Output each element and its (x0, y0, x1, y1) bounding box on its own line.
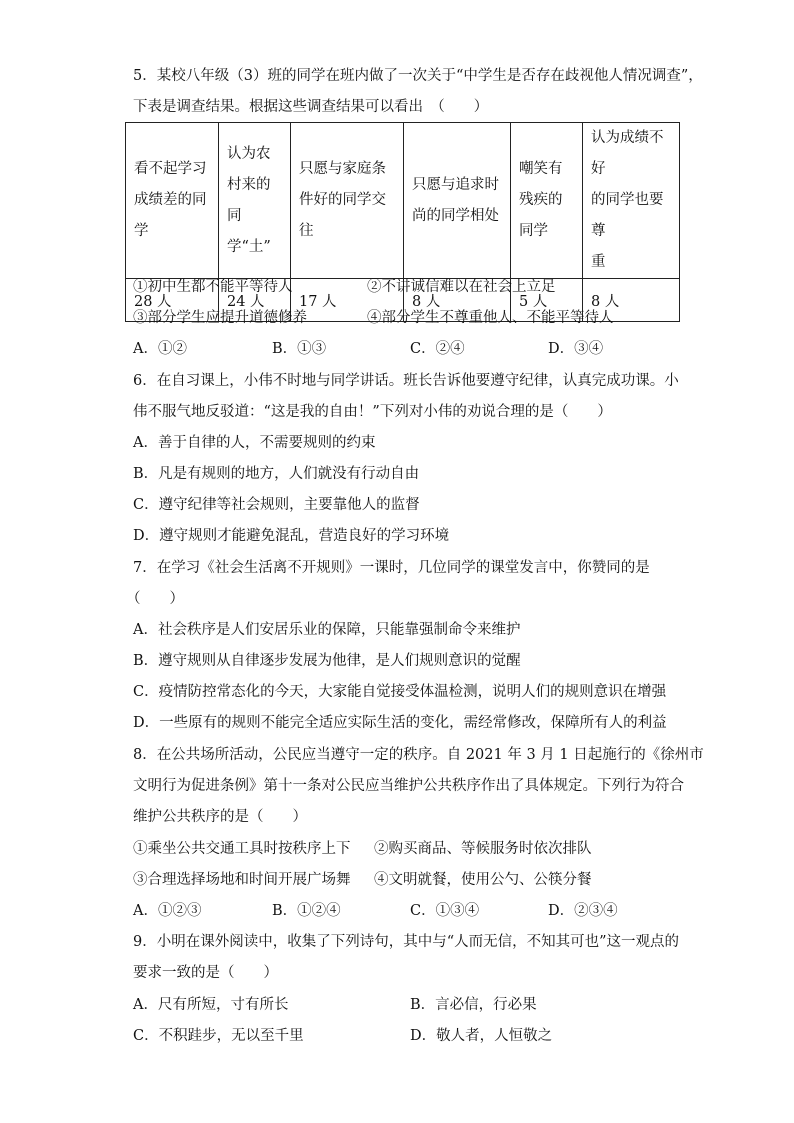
q9-option-c[interactable]: C．不积跬步，无以至千里 (133, 1028, 304, 1044)
q8-statement-4: ④文明就餐，使用公勺、公筷分餐 (374, 872, 592, 888)
q9-stem-line1: 9．小明在课外阅读中，收集了下列诗句，其中与“人而无信，不知其可也”这一观点的 (133, 934, 680, 950)
q5-statement-1: ①初中生都不能平等待人 (133, 279, 293, 295)
table-header-cell: 认为农 村来的 同学“土” (219, 123, 291, 279)
q8-option-a[interactable]: A．①②③ (133, 903, 202, 919)
q7-option-b[interactable]: B．遵守规则从自律逐步发展为他律，是人们规则意识的觉醒 (133, 653, 521, 669)
table-value-cell: 8 人 (583, 279, 680, 322)
q7-stem-line2: （ ） (126, 591, 184, 607)
table-value-cell: 24 人 (219, 279, 291, 322)
q7-option-c[interactable]: C．疫情防控常态化的今天，大家能自觉接受体温检测，说明人们的规则意识在增强 (133, 684, 667, 700)
q9-option-d[interactable]: D．敬人者，人恒敬之 (410, 1028, 553, 1044)
q9-option-a[interactable]: A．尺有所短，寸有所长 (133, 997, 289, 1013)
q5-option-d[interactable]: D．③④ (548, 341, 604, 357)
table-header-cell: 认为成绩不好 的同学也要尊 重 (583, 123, 680, 279)
q6-stem-line2: 伟不服气地反驳道：“这是我的自由！”下列对小伟的劝说合理的是（ ） (133, 404, 612, 420)
q7-option-d[interactable]: D．一些原有的规则不能完全适应实际生活的变化，需经常修改，保障所有人的利益 (133, 715, 667, 731)
q7-stem-line1: 7．在学习《社会生活离不开规则》一课时，几位同学的课堂发言中，你赞同的是 (133, 560, 650, 576)
q9-stem-line2: 要求一致的是（ ） (133, 965, 278, 981)
table-value-cell: 5 人 (511, 279, 583, 322)
q6-option-c[interactable]: C．遵守纪律等社会规则，主要靠他人的监督 (133, 497, 420, 513)
q8-option-b[interactable]: B．①②④ (272, 903, 341, 919)
q5-stem-line2: 下表是调查结果。根据这些调查结果可以看出 （ ） (133, 99, 489, 115)
q5-statement-2: ②不讲诚信难以在社会上立足 (367, 279, 556, 295)
table-header-row (126, 123, 680, 279)
table-header-cell: 看不起学习 成绩差的同 学 (126, 123, 219, 279)
q8-statement-1: ①乘坐公共交通工具时按秩序上下 (133, 841, 351, 857)
table-value-cell: 28 人 (126, 279, 219, 322)
q6-option-b[interactable]: B．凡是有规则的地方，人们就没有行动自由 (133, 466, 420, 482)
q5-option-b[interactable]: B．①③ (272, 341, 327, 357)
q5-option-a[interactable]: A．①② (133, 341, 187, 357)
q6-option-a[interactable]: A．善于自律的人，不需要规则的约束 (133, 435, 376, 451)
q8-stem-line2: 文明行为促进条例》第十一条对公民应当维护公共秩序作出了具体规定。下列行为符合 (133, 778, 684, 794)
table-header-cell: 只愿与家庭条 件好的同学交 往 (291, 123, 404, 279)
q5-statement-4: ④部分学生不尊重他人、不能平等待人 (367, 310, 614, 326)
q5-option-c[interactable]: C．②④ (410, 341, 465, 357)
q8-option-c[interactable]: C．①③④ (410, 903, 480, 919)
q8-stem-line1: 8．在公共场所活动，公民应当遵守一定的秩序。自 2021 年 3 月 1 日起施行的《徐州市 (133, 747, 704, 763)
q6-stem-line1: 6．在自习课上，小伟不时地与同学讲话。班长告诉他要遵守纪律，认真完成功课。小 (133, 373, 679, 389)
q9-option-b[interactable]: B．言必信，行必果 (410, 997, 537, 1013)
table-header-cell: 嘲笑有 残疾的 同学 (511, 123, 583, 279)
q6-option-d[interactable]: D．遵守规则才能避免混乱，营造良好的学习环境 (133, 528, 450, 544)
q5-statement-3: ③部分学生应提升道德修养 (133, 310, 307, 326)
table-value-cell: 17 人 (291, 279, 404, 322)
q8-option-d[interactable]: D．②③④ (548, 903, 618, 919)
q8-statement-2: ②购买商品、等候服务时依次排队 (374, 841, 592, 857)
q5-stem-line1: 5．某校八年级（3）班的同学在班内做了一次关于“中学生是否存在歧视他人情况调查”， (133, 68, 703, 84)
table-header-cell: 只愿与追求时 尚的同学相处 (404, 123, 511, 279)
q7-option-a[interactable]: A．社会秩序是人们安居乐业的保障，只能靠强制命令来维护 (133, 622, 521, 638)
table-value-cell: 8 人 (404, 279, 511, 322)
q8-stem-line3: 维护公共秩序的是（ ） (133, 809, 307, 825)
q8-statement-3: ③合理选择场地和时间开展广场舞 (133, 872, 351, 888)
